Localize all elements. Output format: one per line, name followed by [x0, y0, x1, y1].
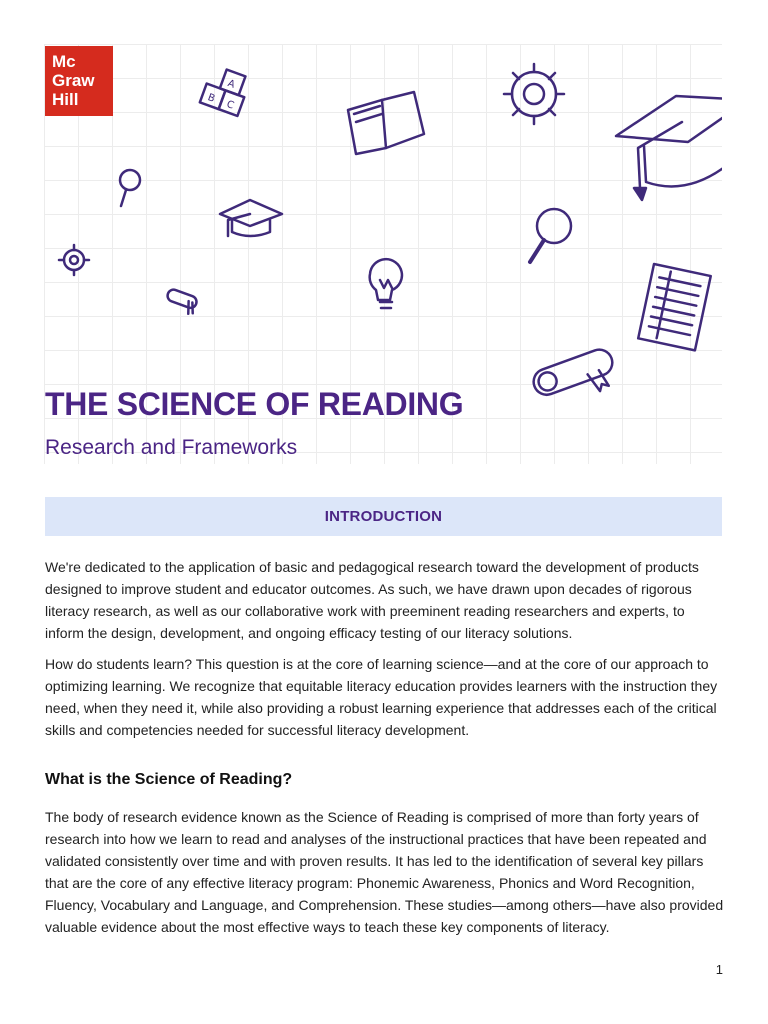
intro-paragraph-2: How do students learn? This question is at the core of learning science—and at the core of our approach to optimizing learning. We recognize that equitable literacy education provides learners with the instruction they need, when they need it, while also providing a robust learning experience that addresses each of the critical skills and competencies needed for successful literacy development.	[45, 656, 718, 738]
page-title: THE SCIENCE OF READING	[45, 386, 464, 422]
diploma-icon	[164, 288, 198, 315]
magnifier-icon	[120, 170, 140, 206]
introduction-heading: INTRODUCTION	[324, 508, 443, 525]
lightbulb-icon	[370, 259, 402, 308]
logo-line-2: Graw	[52, 71, 95, 90]
open-book-icon	[348, 92, 424, 154]
graduation-cap-icon	[616, 96, 722, 200]
logo-line-1: Mc	[52, 52, 76, 71]
gear-icon	[504, 64, 564, 124]
mcgraw-hill-logo	[45, 46, 113, 116]
diploma-icon	[530, 346, 621, 412]
science-of-reading-paragraph: The body of research evidence known as the Science of Reading is comprised of more than forty years of research into how we learn to read and analyses of the instructional practices that have been repeated and validated consistently over time and with proven results. It has led to the identification of several key pillars that are the core of any effective literacy program: Phonemic Awareness, Phonics and Word Recognition, Fluency, Vocabulary and Language, and Comprehension. These studies—among others—have also provided valuable evidence about the most effective ways to teach these key components of literacy.	[45, 809, 724, 935]
document-icon	[638, 264, 711, 350]
gear-icon	[59, 245, 89, 275]
graduation-cap-icon	[220, 200, 282, 236]
introduction-banner	[45, 497, 722, 536]
logo-line-3: Hill	[52, 90, 79, 109]
svg-text:A: A	[226, 78, 237, 91]
svg-text:C: C	[224, 99, 236, 112]
page-number: 1	[715, 962, 723, 977]
abc-blocks-icon	[200, 65, 251, 116]
page-subtitle: Research and Frameworks	[45, 436, 298, 459]
svg-text:B: B	[206, 92, 217, 105]
magnifier-icon	[530, 209, 571, 262]
section-heading-science-of-reading: What is the Science of Reading?	[45, 771, 293, 788]
intro-paragraph-1: We're dedicated to the application of basic and pedagogical research toward the development of products designed to improve student and educator outcomes. As such, we have drawn upon decades of rigorous literacy research, as well as our collaborative work with preeminent reading researchers and experts, to inform the design, development, and ongoing efficacy testing of our literacy solutions.	[45, 559, 699, 641]
